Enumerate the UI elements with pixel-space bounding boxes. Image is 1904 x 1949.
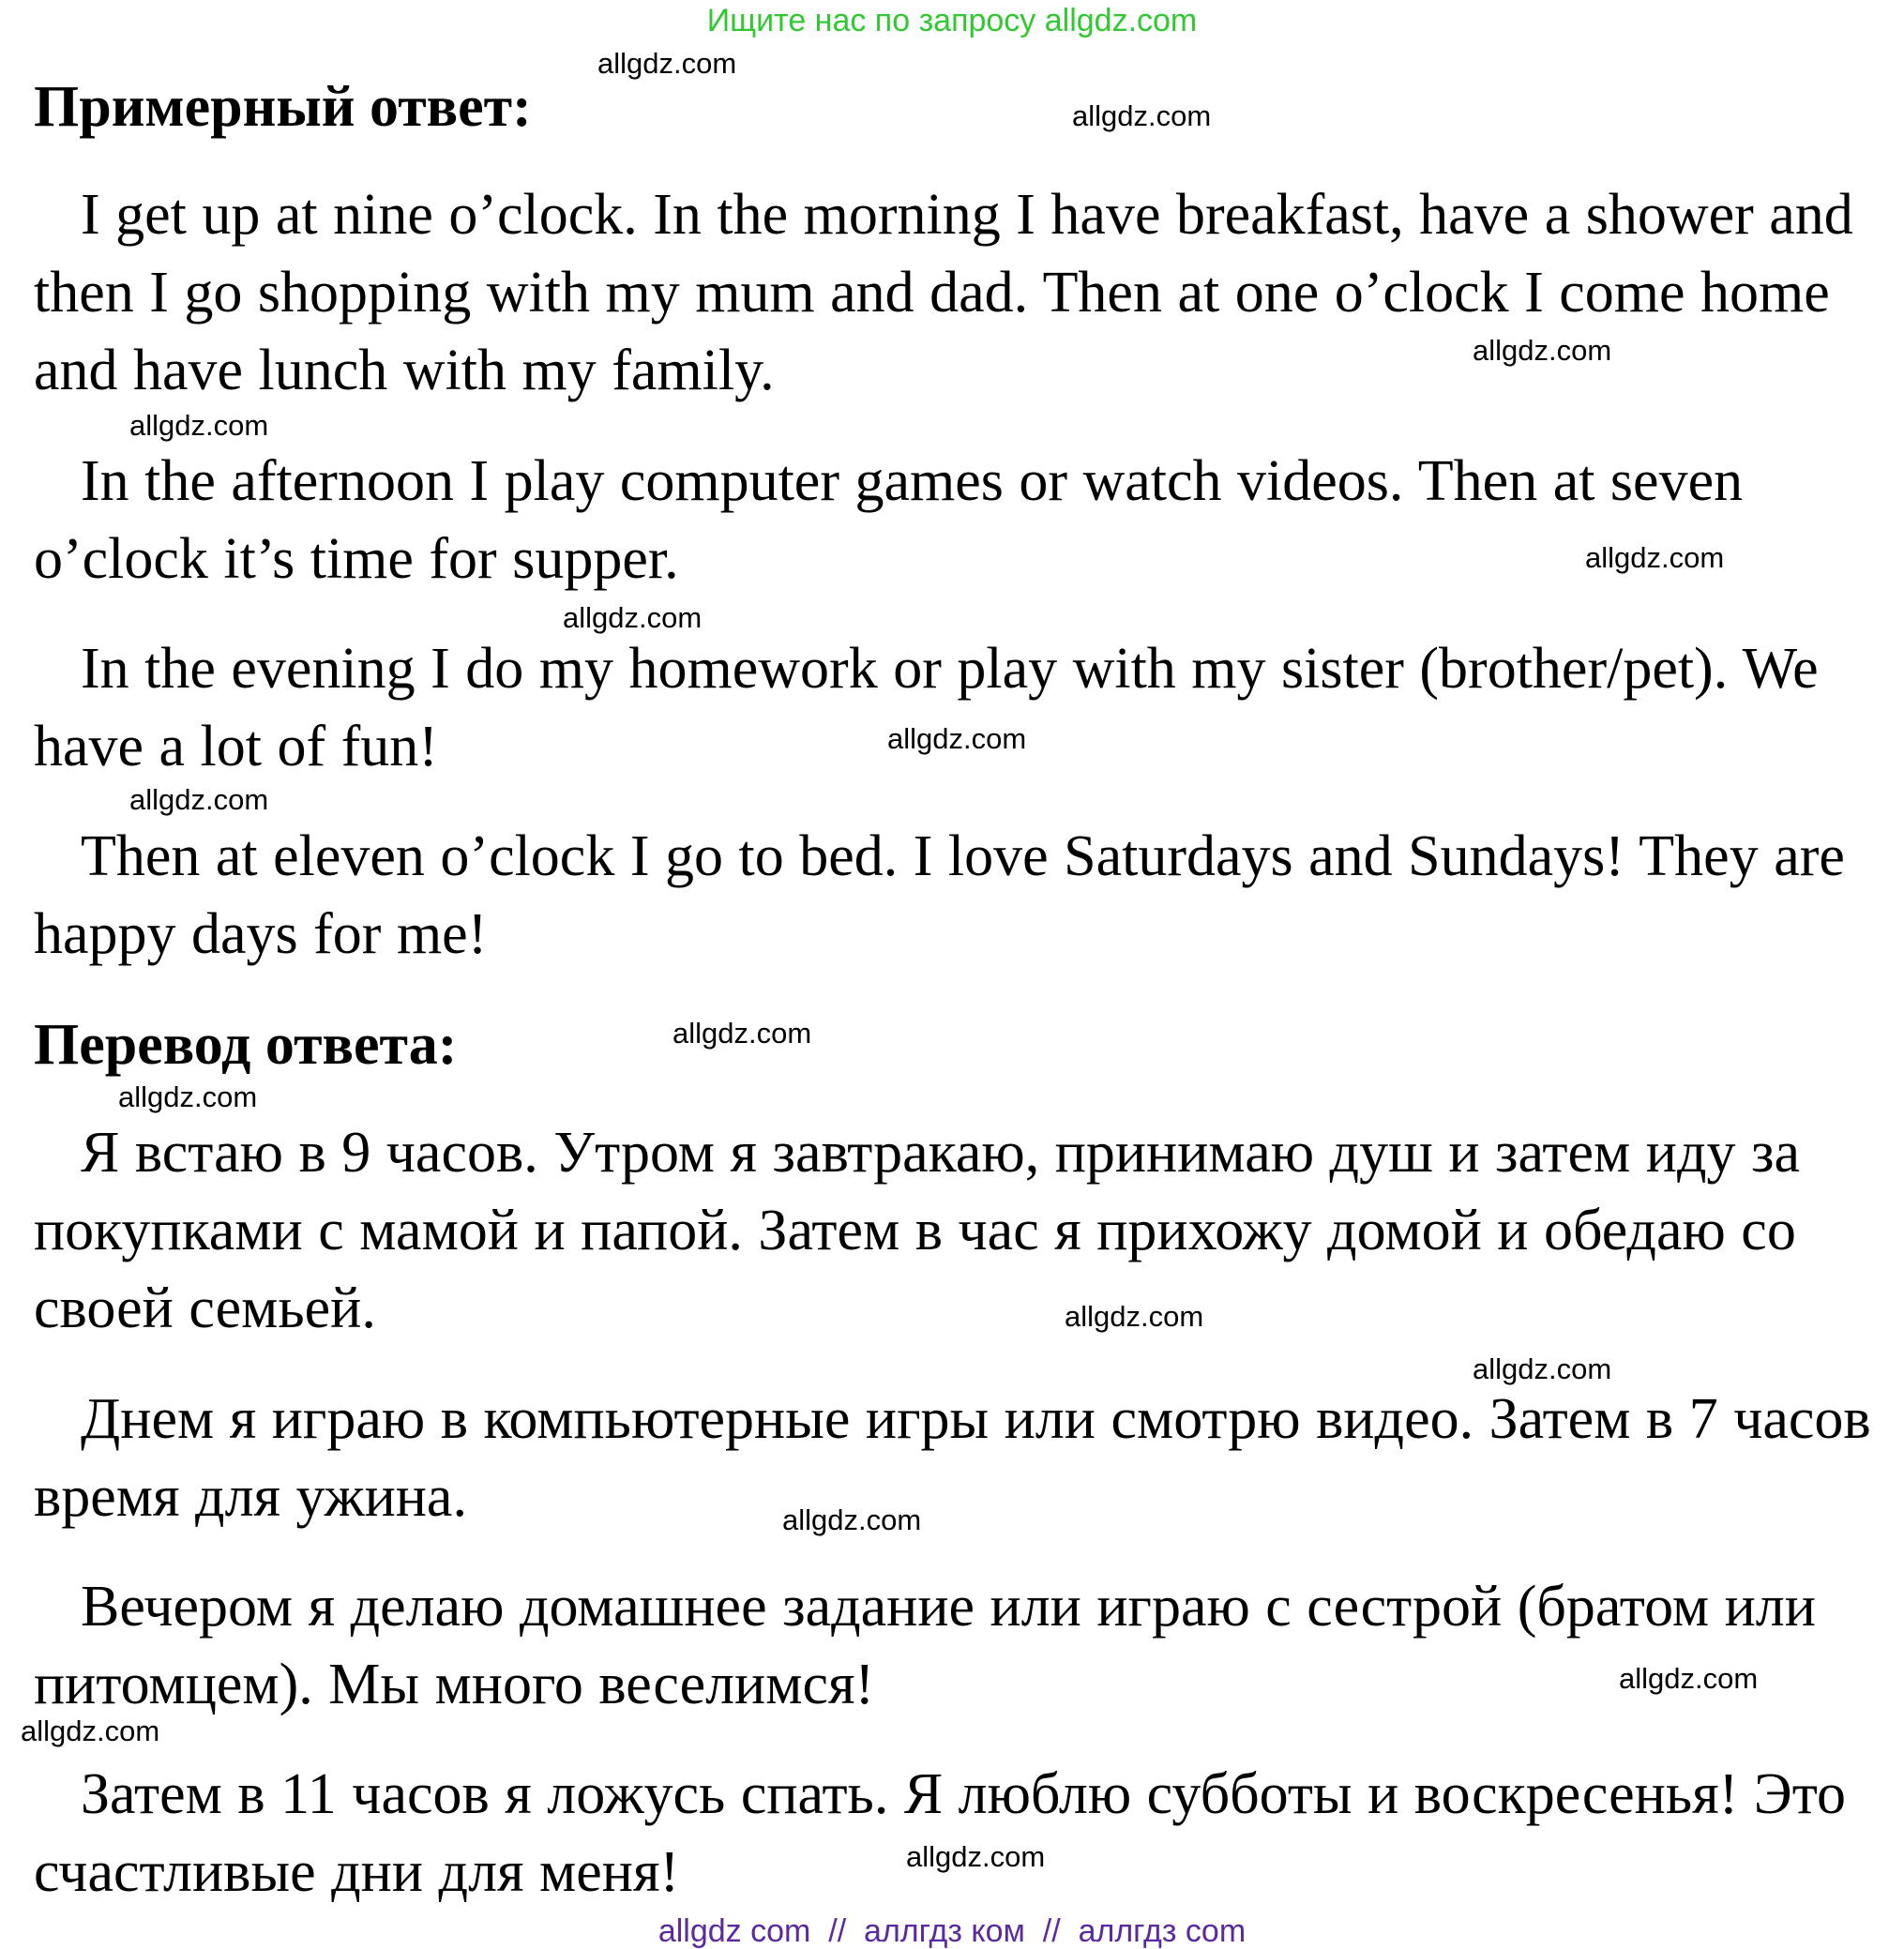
translation-paragraph: Днем я играю в компьютерные игры или смотрю видео. Затем в 7 часов время для ужина. <box>34 1387 1871 1529</box>
translation-paragraph: Вечером я делаю домашнее задание или играю с сестрой (братом или питомцем). Мы много веселимся! <box>34 1575 1816 1716</box>
watermark: allgdz.com <box>21 1715 160 1747</box>
translation-heading: Перевод ответа: <box>34 1013 458 1077</box>
watermark: allgdz.com <box>1072 99 1212 132</box>
watermark: allgdz.com <box>129 783 269 816</box>
translation-paragraph: Я встаю в 9 часов. Утром я завтракаю, принимаю душ и затем иду за покупками с мамой и папой. Затем в час я прихожу домой и обедаю со своей семьей. <box>34 1121 1801 1340</box>
watermark: allgdz.com <box>118 1080 258 1113</box>
watermark: allgdz.com <box>1619 1662 1759 1695</box>
translation-paragraph: Затем в 11 часов я ложусь спать. Я люблю субботы и воскресенья! Это счастливые дни для меня! <box>34 1762 1846 1904</box>
answer-paragraph: In the afternoon I play computer games or watch videos. Then at seven o’clock it’s time for supper. <box>34 449 1744 591</box>
watermark: allgdz.com <box>597 47 737 80</box>
answer-paragraph: Then at eleven o’clock I go to bed. I love Saturdays and Sundays! They are happy days for me! <box>34 824 1845 966</box>
answer-paragraph: I get up at nine o’clock. In the morning I have breakfast, have a shower and then I go shopping with my mum and dad. Then at one o’clock I come home and have lunch with my family. <box>34 183 1853 402</box>
watermark: allgdz.com <box>1473 334 1612 367</box>
watermark: allgdz.com <box>1065 1300 1204 1333</box>
answer-heading: Примерный ответ: <box>34 75 532 139</box>
top-banner: Ищите нас по запросу allgdz.com <box>706 3 1198 38</box>
answer-paragraph: In the evening I do my homework or play with my sister (brother/pet). We have a lot of fun! <box>34 637 1819 778</box>
footer-banner: allgdz com // аллгдз ком // аллгдз com <box>657 1913 1247 1949</box>
watermark: allgdz.com <box>1473 1352 1612 1385</box>
watermark: allgdz.com <box>563 601 703 634</box>
watermark: allgdz.com <box>672 1017 812 1050</box>
watermark: allgdz.com <box>906 1840 1046 1873</box>
watermark: allgdz.com <box>129 409 269 442</box>
watermark: allgdz.com <box>887 722 1027 755</box>
watermark: allgdz.com <box>1585 541 1725 574</box>
watermark: allgdz.com <box>782 1503 922 1536</box>
